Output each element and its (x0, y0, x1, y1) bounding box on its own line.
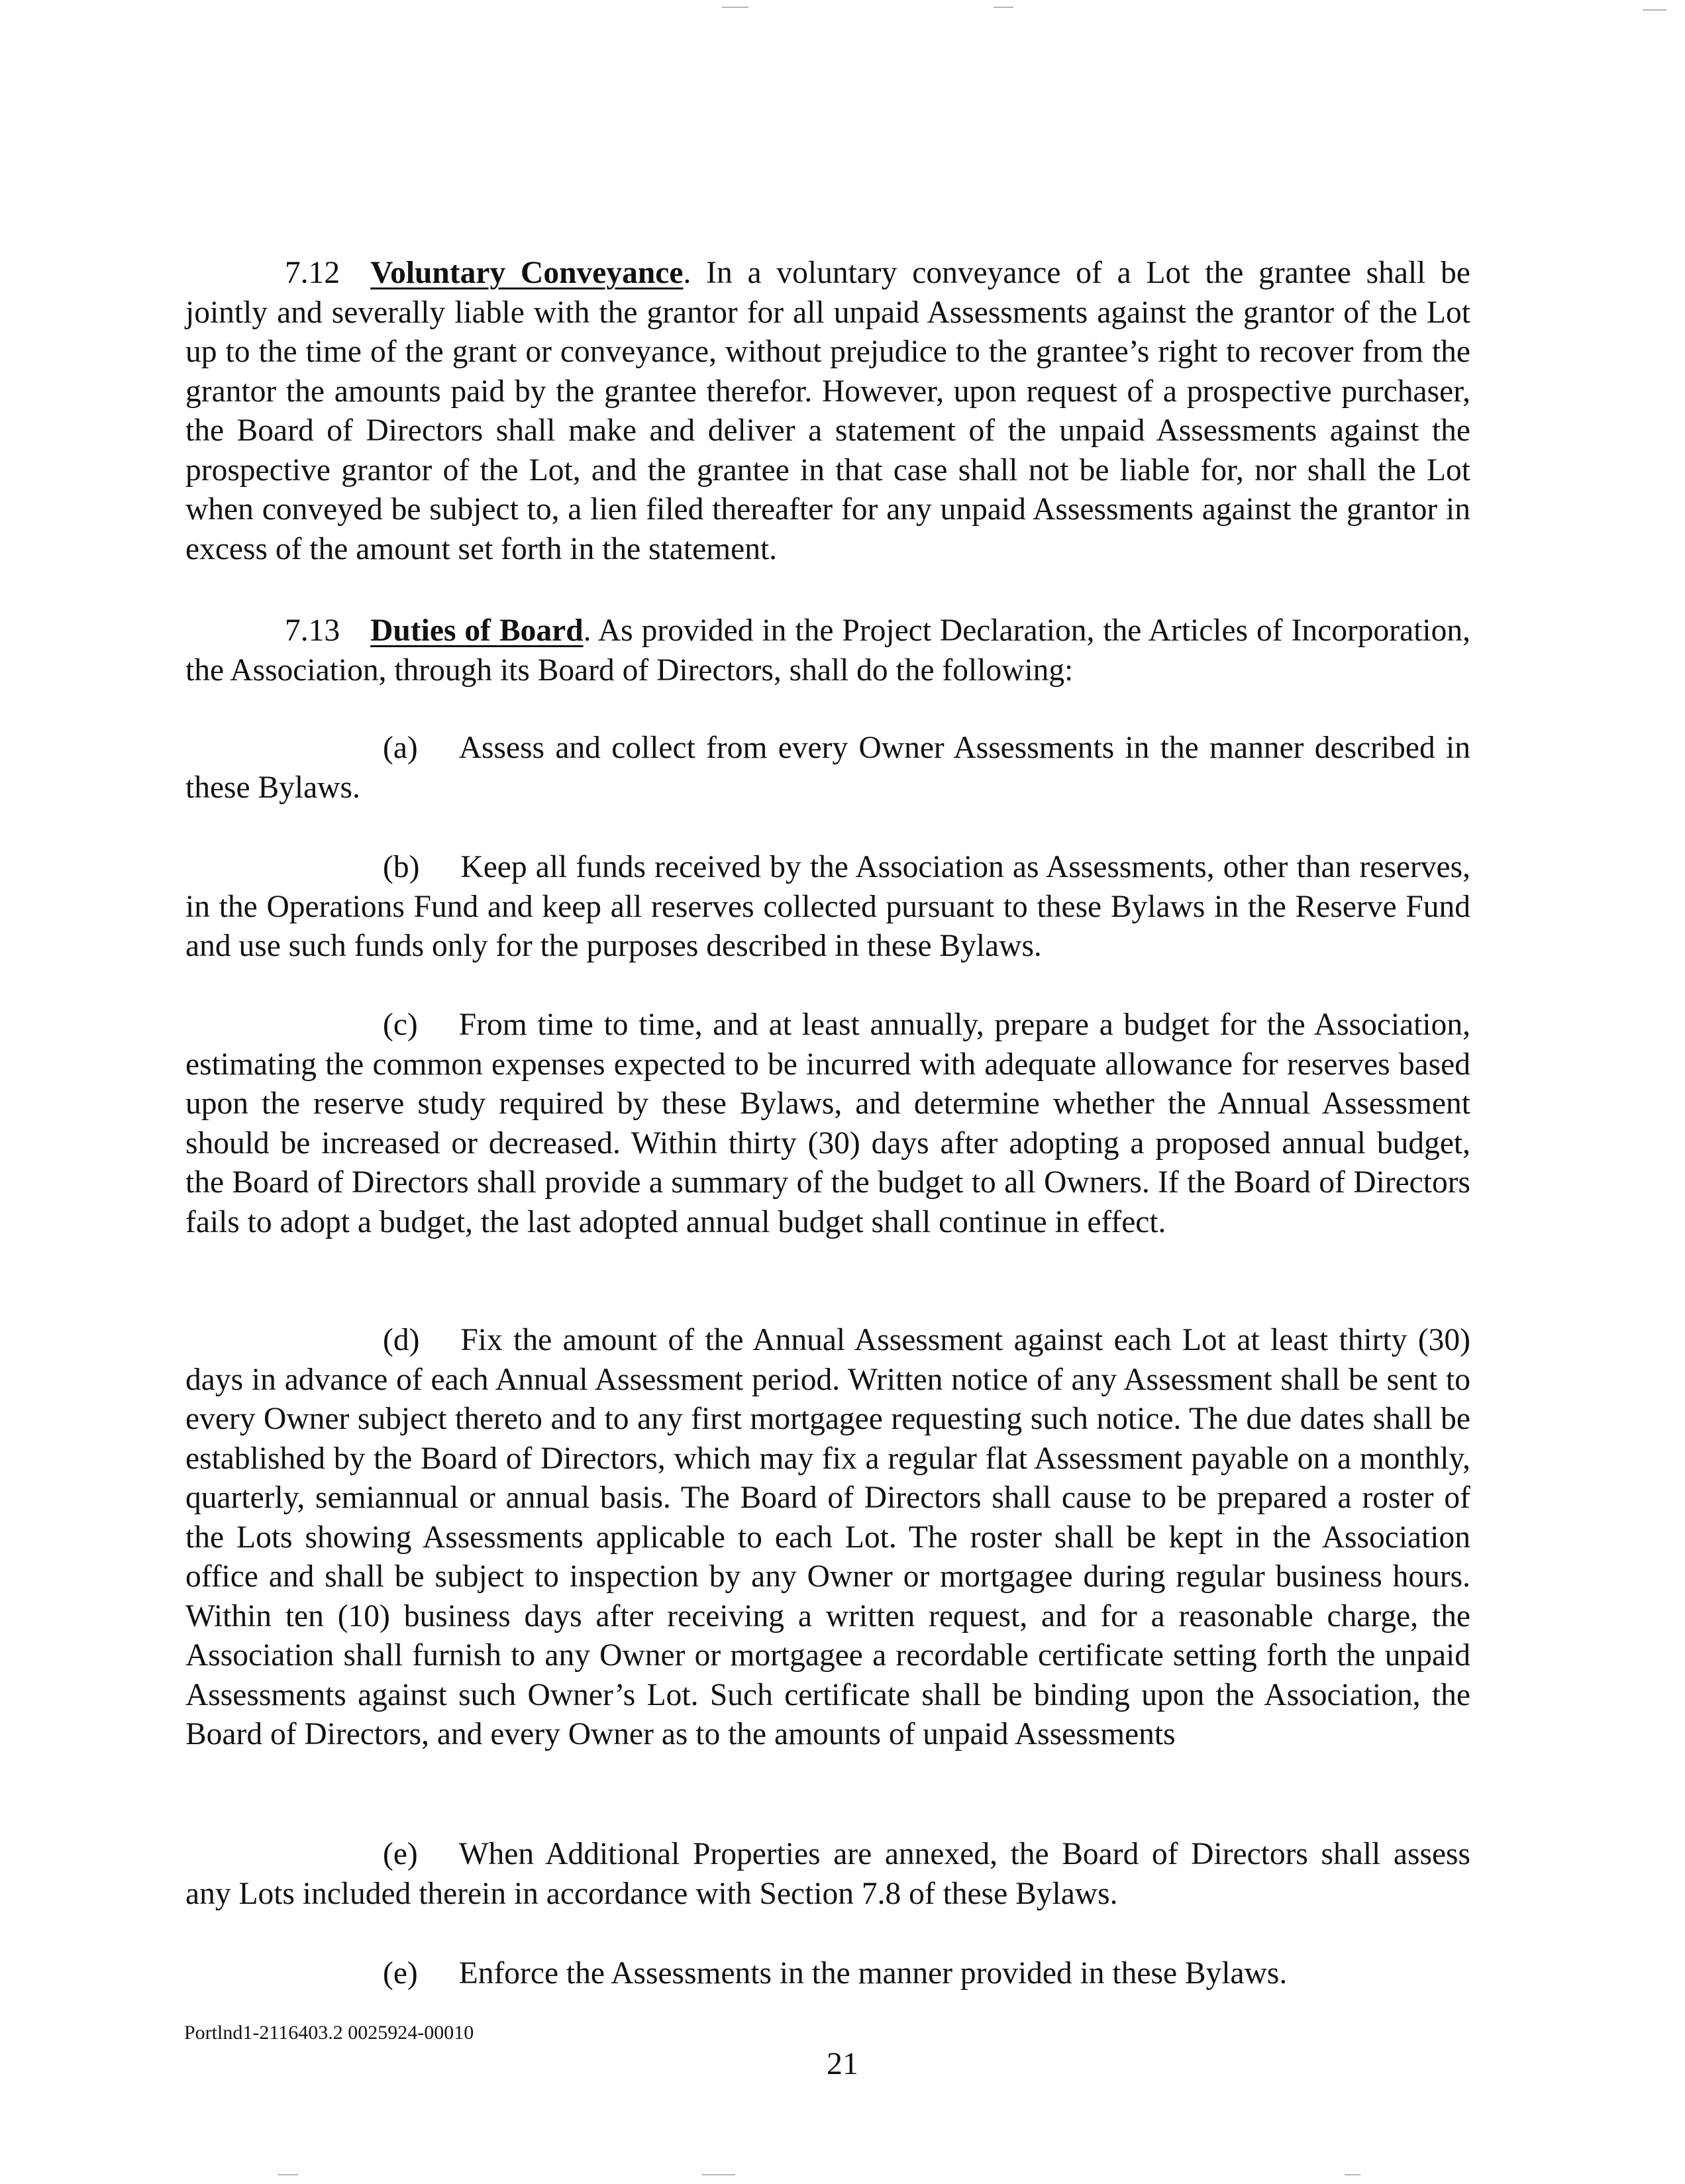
item-text: When Additional Properties are annexed, the Board of Directors shall assess any Lots included therein in accordance with Section 7.8 of these Bylaws. (185, 1837, 1470, 1911)
item-label: (d) (383, 1323, 420, 1357)
list-item-d (185, 1321, 1470, 1755)
section-heading: Voluntary Conveyance (370, 256, 684, 290)
item-label: (e) (383, 1837, 418, 1871)
section-7-13 (185, 611, 1470, 690)
section-body: As provided in the Project Declaration, the Articles of Incorporation, the Association, through its Board of Directors, shall do the following: (185, 613, 1470, 688)
item-text: Assess and collect from every Owner Assessments in the manner described in these Bylaws. (185, 731, 1470, 805)
section-body: In a voluntary conveyance of a Lot the grantee shall be jointly and severally liable with the grantor for all unpaid Assessments against the grantor of the Lot up to the time of the grant or conveyance, without prejudice to the grantee’s right to recover from the grantor the amounts paid by the grantee therefor. However, upon request of a prospective purchaser, the Board of Directors shall make and deliver a statement of the unpaid Assessments against the prospective grantor of the Lot, and the grantee in that case shall not be liable for, nor shall the Lot when conveyed be subject to, a lien filed thereafter for any unpaid Assessments against the grantor in excess of the amount set forth in the statement. (185, 256, 1471, 566)
list-item-c (185, 1006, 1470, 1242)
scan-artifact-top (722, 7, 748, 8)
scan-artifact-top (1643, 9, 1666, 11)
scan-artifact-top (994, 7, 1013, 8)
item-label: (a) (383, 731, 418, 765)
document-id-footer: Portlnd1-2116403.2 0025924-00010 (184, 2022, 474, 2044)
section-7-12 (185, 254, 1470, 569)
page-number: 21 (827, 2046, 858, 2081)
item-text: Enforce the Assessments in the manner provided in these Bylaws. (458, 1956, 1288, 1991)
list-item-b (185, 848, 1470, 966)
item-label: (c) (383, 1008, 418, 1042)
section-number: 7.12 (285, 256, 340, 290)
scan-artifact-bottom (702, 2174, 735, 2175)
section-number: 7.13 (285, 613, 340, 648)
heading-punctuation: . (583, 613, 591, 648)
item-text: Fix the amount of the Annual Assessment against each Lot at least thirty (30) days in advance of each Annual Assessment period. Written notice of any Assessment shall be sent to every Owner subject thereto and to any first mortgagee requesting such notice. The due dates shall be established by the Board of Directors, which may fix a regular flat Assessment payable on a monthly, quarterly, semiannual or annual basis. The Board of Directors shall cause to be prepared a roster of the Lots showing Assessments applicable to each Lot. The roster shall be kept in the Association office and shall be subject to inspection by any Owner or mortgagee during regular business hours. Within ten (10) business days after receiving a written request, and for a reasonable charge, the Association shall furnish to any Owner or mortgagee a recordable certificate setting forth the unpaid Assessments against such Owner’s Lot. Such certificate shall be binding upon the Association, the Board of Directors, and every Owner as to the amounts of unpaid Assessments (185, 1323, 1470, 1751)
item-label: (e) (383, 1956, 418, 1991)
list-item-a (185, 729, 1470, 807)
heading-punctuation: . (683, 256, 691, 290)
scan-artifact-bottom (1345, 2174, 1360, 2175)
scan-artifact-bottom (278, 2174, 298, 2175)
item-text: Keep all funds received by the Association as Assessments, other than reserves, in the Operations Fund and keep all reserves collected pursuant to these Bylaws in the Reserve Fund and use such funds only for the purposes described in these Bylaws. (185, 850, 1470, 963)
list-item-e-annexation (185, 1835, 1470, 1914)
section-heading: Duties of Board (370, 613, 584, 648)
item-text: From time to time, and at least annually, prepare a budget for the Association, estimating the common expenses expected to be incurred with adequate allowance for reserves based upon the reserve study required by these Bylaws, and determine whether the Annual Assessment should be increased or decreased. Within thirty (30) days after adopting a proposed annual budget, the Board of Directors shall provide a summary of the budget to all Owners. If the Board of Directors fails to adopt a budget, the last adopted annual budget shall continue in effect. (185, 1008, 1470, 1239)
item-label: (b) (383, 850, 420, 884)
list-item-e-enforce (185, 1954, 1470, 1994)
